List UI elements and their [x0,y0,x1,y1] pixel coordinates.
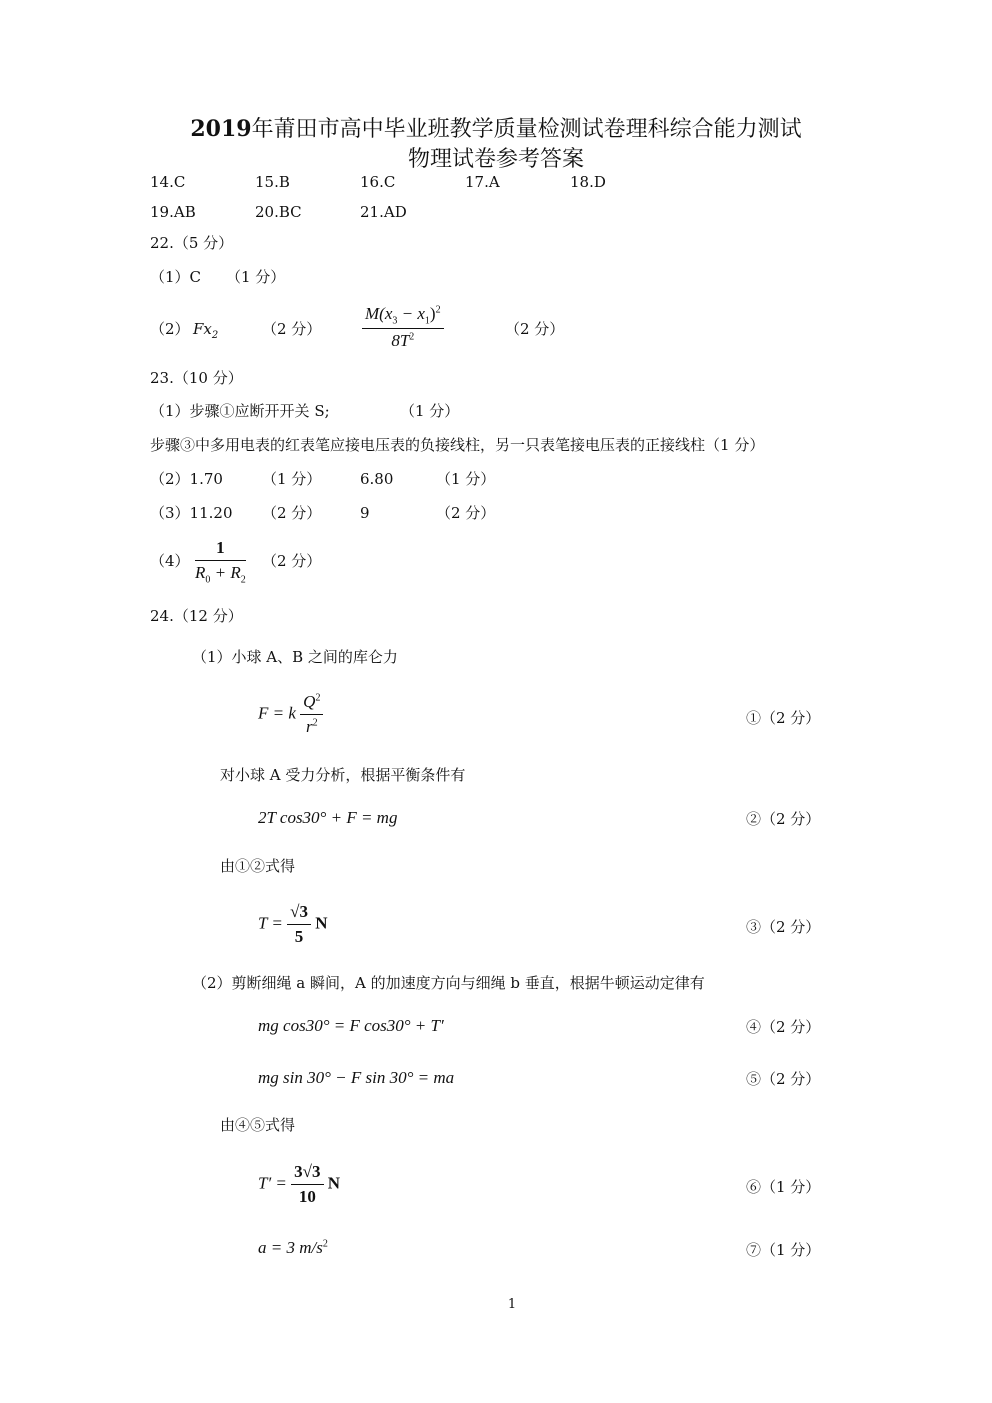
q23-part4-score: （2 分） [262,552,322,570]
q23-part2: （2）1.70 [150,470,223,488]
q23-r2: + R [210,563,241,582]
q23-part1-score: （1 分） [400,402,460,420]
equation-7 [258,1238,328,1258]
title-line1: 年莆田市高中毕业班教学质量检测试卷理科综合能力测试 [251,117,802,142]
q22-part2-label: （2） [150,320,190,338]
q23-r0: R [195,563,206,582]
eq3-lhs: T = [258,913,283,933]
eq6-score: ⑥（1 分） [746,1178,821,1196]
eq3-num: √3 [287,902,311,925]
q23-frac-num: 1 [195,538,246,561]
q22-sub: 2 [211,330,219,341]
eq1-score: ①（2 分） [746,709,821,727]
frac-x1: − x [397,304,425,323]
q22-part1-score: （1 分） [226,268,286,286]
q23-part2-score2: （1 分） [436,470,496,488]
frac-sub1: 1 [424,315,430,327]
q23-part1: （1）步骤①应断开开关 S; [150,402,330,420]
eq2-score: ②（2 分） [746,810,821,828]
q23-part3-val2: 9 [360,504,370,522]
q22-fraction [362,304,444,351]
eq3-unit: N [315,913,328,933]
answer-18: 18.D [570,173,606,191]
q23-header: 23.（10 分） [150,369,243,387]
equation-6 [258,1162,340,1207]
q23-sub0: 0 [205,574,211,586]
page-title [0,112,992,143]
page-subtitle: 物理试卷参考答案 [407,147,584,172]
eq3-den: 5 [294,927,304,946]
frac-sup: 2 [435,304,441,316]
eq1-num-sup: 2 [315,692,321,704]
q23-part3-score2: （2 分） [436,504,496,522]
q22-part1: （1）C [150,268,202,286]
q24-header: 24.（12 分） [150,607,243,625]
answer-15: 15.B [255,173,290,191]
q23-part1-cont: 步骤③中多用电表的红表笔应接电压表的负接线柱，另一只表笔接电压表的正接线柱（1 分） [150,436,765,454]
eq1-den: r [305,717,313,736]
title-year: 2019 [190,116,252,142]
q24-text-c: 由④⑤式得 [220,1116,296,1134]
q23-part2-score1: （1 分） [262,470,322,488]
eq6-lhs: T′ = [258,1173,287,1193]
q23-part4-label: （4） [150,552,190,570]
eq7-score: ⑦（1 分） [746,1241,821,1259]
answer-20: 20.BC [255,203,302,221]
q24-text-a: 对小球 A 受力分析，根据平衡条件有 [220,766,466,784]
equation-4: mg cos30° = F cos30° + T′ [258,1016,444,1035]
q24-part2-intro: （2）剪断细绳 a 瞬间，A 的加速度方向与细绳 b 垂直，根据牛顿运动定律有 [192,974,705,992]
answer-17: 17.A [465,173,500,191]
eq6-unit: N [327,1173,341,1193]
eq1-num: Q [303,692,316,711]
q22-var: Fx [193,320,212,338]
page-number: 1 [507,1297,517,1312]
answer-21: 21.AD [360,203,407,221]
eq7-main: a = 3 m/s [258,1238,323,1257]
answer-19: 19.AB [150,203,196,221]
q23-part3-score1: （2 分） [262,504,322,522]
eq5-score: ⑤（2 分） [746,1070,821,1088]
eq1-den-sup: 2 [312,717,318,729]
frac-den-sup: 2 [409,331,415,343]
eq4-score: ④（2 分） [746,1018,821,1036]
equation-2: 2T cos30° + F = mg [258,808,398,827]
q23-fraction [195,538,246,585]
frac-x3: (x [379,304,393,323]
q22-part2-score2: （2 分） [505,320,565,338]
frac-sub3: 3 [392,315,398,327]
q22-part2-answer [193,320,218,345]
q23-part3: （3）11.20 [150,504,233,522]
answer-14: 14.C [150,173,186,191]
frac-m: M [365,304,380,323]
q22-part2-score1: （2 分） [262,320,322,338]
eq6-num: 3√3 [291,1162,323,1185]
frac-den: 8T [391,331,410,351]
answer-16: 16.C [360,173,396,191]
q23-sub2: 2 [240,574,246,586]
equation-3 [258,902,328,947]
eq6-den: 10 [298,1187,316,1206]
equation-5: mg sin 30° − F sin 30° = ma [258,1068,455,1087]
q24-part1-intro: （1）小球 A、B 之间的库仑力 [192,648,398,666]
q23-part2-val2: 6.80 [360,470,394,488]
q24-text-b: 由①②式得 [220,857,296,875]
eq3-score: ③（2 分） [746,918,821,936]
eq1-lhs: F = k [258,703,296,723]
eq7-sup: 2 [322,1238,328,1250]
frac-paren: ) [429,304,436,323]
q22-header: 22.（5 分） [150,234,234,252]
equation-1 [258,692,323,737]
